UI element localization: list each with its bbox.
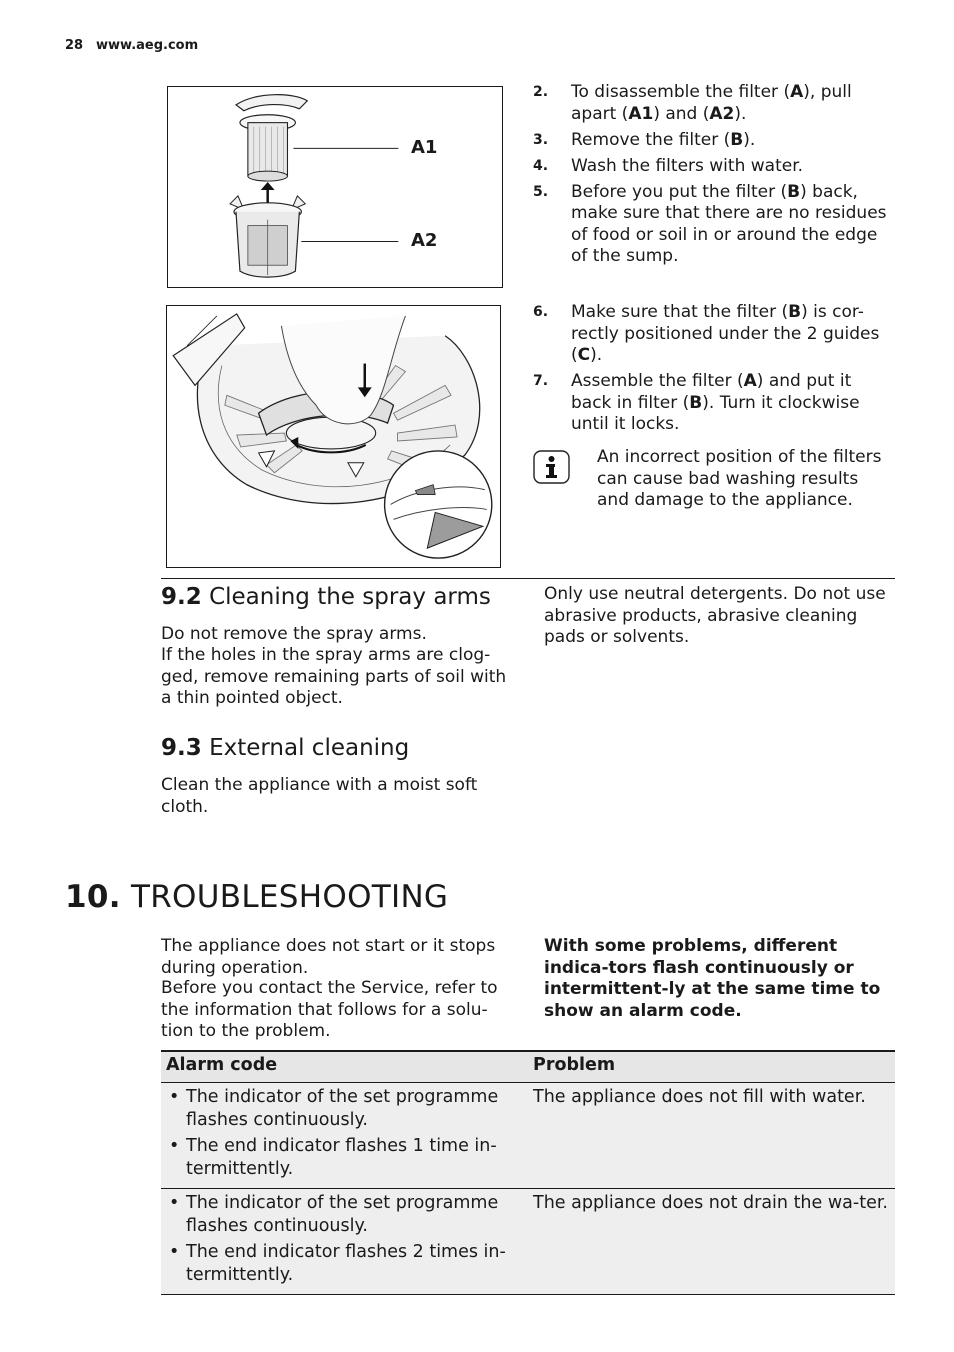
step-text: Assemble the filter (A) and put it back in filter (B). Turn it clockwise until it locks.	[571, 371, 860, 434]
section-9-2-heading: 9.2 Cleaning the spray arms	[161, 584, 491, 610]
step-number: 3.	[533, 131, 549, 148]
label-a2: A2	[411, 230, 438, 251]
table-header-row	[161, 1051, 895, 1083]
step-number: 6.	[533, 304, 549, 320]
troubleshooting-intro-2: Before you contact the Service, refer to the information that follows for a solu-tion to the problem.	[161, 978, 498, 1041]
step-number: 4.	[533, 157, 549, 174]
info-icon	[533, 450, 570, 484]
steps-list-a	[533, 82, 888, 272]
alarm-code-table	[161, 1050, 895, 1295]
alarm-code-cell	[161, 1083, 528, 1189]
filter-parts-illustration	[168, 87, 502, 287]
section-9-2-paragraph-2: If the holes in the spray arms are clog-ged, remove remaining parts of soil with a thin pointed object.	[161, 645, 507, 708]
page-url: www.aeg.com	[96, 38, 199, 53]
table-row	[161, 1189, 895, 1295]
section-divider	[161, 578, 895, 579]
steps-list-b	[533, 302, 888, 440]
label-a1: A1	[411, 137, 438, 158]
column-header-alarm-code: Alarm code	[161, 1051, 528, 1083]
problem-cell: The appliance does not drain the wa-ter.	[528, 1189, 895, 1295]
table-row	[161, 1083, 895, 1189]
section-9-3-paragraph: Clean the appliance with a moist soft cloth.	[161, 775, 478, 817]
alarm-code-note: With some problems, different indica-tors flash continuously or intermittent-ly at the same time to show an alarm code.	[544, 936, 881, 1021]
step-text: Wash the filters with water.	[571, 155, 804, 176]
detergent-note: Only use neutral detergents. Do not use abrasive products, abrasive cleaning pads or solvents.	[544, 584, 886, 647]
column-header-problem: Problem	[528, 1051, 895, 1083]
step-item	[533, 182, 888, 268]
page-number: 28	[65, 38, 84, 53]
step-item	[533, 130, 888, 152]
filter-installation-illustration	[167, 306, 500, 567]
step-number: 2.	[533, 84, 549, 100]
step-text: To disassemble the filter (A), pull apart (A1) and (A2).	[571, 82, 852, 124]
list-item: • The end indicator flashes 1 time in-termittently.	[166, 1135, 523, 1181]
step-text: Remove the filter (B).	[571, 129, 756, 150]
section-9-2-paragraph-1: Do not remove the spray arms.	[161, 624, 427, 644]
filter-diagram	[167, 86, 503, 288]
list-item: • The indicator of the set programme flashes continuously.	[166, 1192, 523, 1238]
filter-installation-diagram	[166, 305, 501, 568]
troubleshooting-intro-1: The appliance does not start or it stops during operation.	[161, 936, 496, 978]
step-item	[533, 156, 888, 178]
step-item	[533, 371, 888, 436]
step-text: Make sure that the filter (B) is cor-rectly positioned under the 2 guides (C).	[571, 302, 880, 365]
step-item	[533, 302, 888, 367]
step-number: 7.	[533, 373, 549, 389]
list-item: • The indicator of the set programme flashes continuously.	[166, 1086, 523, 1132]
problem-cell: The appliance does not fill with water.	[528, 1083, 895, 1189]
alarm-code-cell	[161, 1189, 528, 1295]
info-note-text: An incorrect position of the filters can cause bad washing results and damage to the appliance.	[597, 447, 882, 510]
section-9-3-heading: 9.3 External cleaning	[161, 735, 410, 761]
list-item: • The end indicator flashes 2 times in-termittently.	[166, 1241, 523, 1287]
step-item	[533, 82, 888, 125]
step-number: 5.	[533, 183, 549, 200]
chapter-10-heading: 10. TROUBLESHOOTING	[65, 879, 449, 915]
step-text: Before you put the filter (B) back, make sure that there are no residues of food or soil in or around the edge of the sump.	[571, 181, 887, 266]
